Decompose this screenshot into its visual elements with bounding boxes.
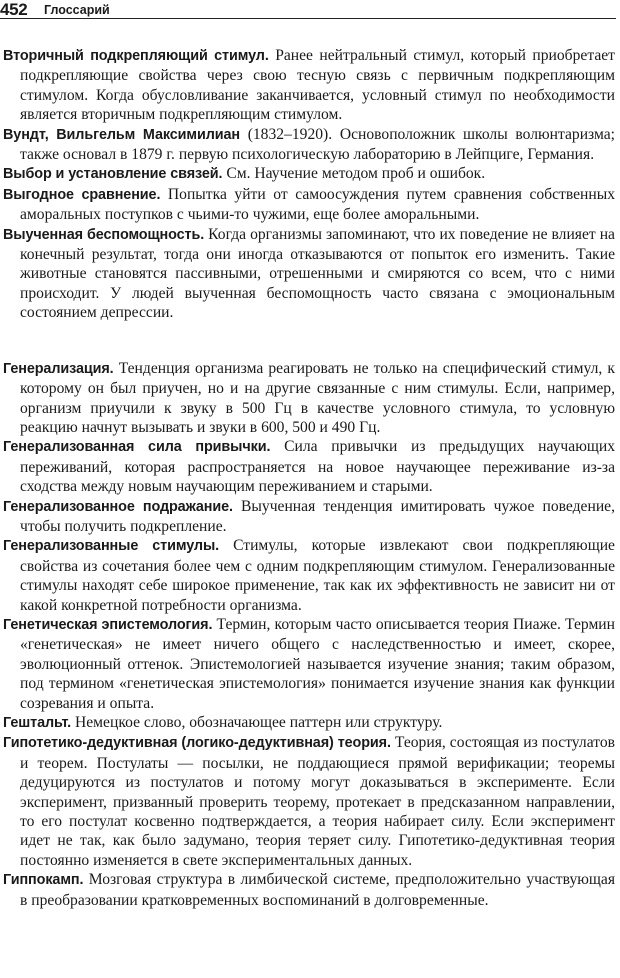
glossary-entry: [3, 536, 615, 615]
entry-definition: Стимулы, которые извлекают свои подкрепляющие свойства из сочетания более чем с одним подкрепляющим стимулом. Генерализованные стимулы находят себе широкое применение, так как их эффективность не зависит ни от какой конкретной потребности организма.: [20, 537, 615, 614]
entry-definition: Мозговая структура в лимбической системе, предположительно участвующая в преобразовании кратковременных воспоминаний в долговременные.: [20, 871, 615, 909]
glossary-entry: [3, 164, 615, 184]
entry-term: Генерализация.: [3, 360, 114, 377]
entry-definition: Немецкое слово, обозначающее паттерн или структуру.: [75, 714, 443, 731]
glossary-entry: [3, 225, 615, 323]
entry-term: Вундт, Вильгельм Максимилиан: [3, 126, 240, 143]
glossary-entry: [3, 185, 615, 225]
glossary-entry: [3, 437, 615, 496]
glossary-entry: [3, 497, 615, 537]
entry-term: Гипотетико-дедуктивная (логико-дедуктивная) теория.: [3, 735, 391, 752]
entry-definition: (1832–1920). Основоположник школы волюнтаризма; также основал в 1879 г. первую психологическую лабораторию в Лейпциге, Германия.: [20, 125, 615, 164]
glossary-entry: [3, 870, 615, 910]
entry-term: Генерализованные стимулы.: [3, 538, 220, 555]
glossary-entry: [3, 359, 615, 438]
entry-definition: Ранее нейтральный стимул, который приобретает подкрепляющие свойства через свою тесную связь с первичным подкрепляющим стимулом. Когда обусловливание заканчивается, условный стимул по необходимости является вторичным подкрепляющим стимулом.: [20, 47, 615, 124]
entry-definition: Когда организмы запоминают, что их поведение не влияет на конечный результат, тогда они иногда отказываются от попыток его изменить. Такие животные становятся пассивными, отрешенными и смиряются со всем, что с ними происходит. У людей выученная беспомощность часто связана с эмоциональным состоянием депрессии.: [20, 225, 615, 322]
glossary-entry: [3, 615, 615, 713]
glossary-entry: [3, 46, 615, 125]
entry-term: Выбор и установление связей.: [3, 166, 223, 183]
page-number: 452: [0, 0, 28, 19]
glossary-body: [3, 46, 615, 910]
glossary-entry: [3, 713, 615, 733]
entry-term: Выгодное сравнение.: [3, 186, 161, 203]
header-rule: [0, 18, 616, 19]
glossary-entry: [3, 733, 615, 870]
running-head: [0, 0, 616, 22]
entry-definition: См. Научение методом проб и ошибок.: [226, 165, 486, 183]
entry-term: Генетическая эпистемология.: [3, 616, 213, 633]
entry-definition: Сила привычки из предыдущих научающих переживаний, которая распространяется на новое научающее переживание из-за сходства между новым научающим переживанием и старыми.: [20, 438, 615, 496]
section-title: Глоссарий: [44, 3, 110, 17]
entry-definition: Тенденция организма реагировать не только на специфический стимул, к которому он был приучен, но и на другие связанные с ним стимулы. Если, например, организм приучили к звуку в 500 Гц в качестве условного стимула, то условную реакцию начнут вызывать и звуки в 600, 500 и 490 Гц.: [20, 359, 615, 436]
entry-definition: Термин, которым часто описывается теория Пиаже. Термин «генетическая» не имеет ничего общего с наследственностью и имеет, скорее, эволюционный оттенок. Эпистемологией называется изучение знания; таким образом, под термином «генетическая эпистемология» понимается изучение знания как функции созревания и опыта.: [20, 615, 615, 712]
entry-definition: Попытка уйти от самоосуждения путем сравнения собственных аморальных поступков с чьими-то чужими, еще более аморальными.: [20, 185, 615, 224]
entry-definition: Теория, состоящая из постулатов и теорем. Постулаты — посылки, не поддающиеся прямой верификации; теоремы дедуцируются из постулатов и потому могут доказываться в эксперименте. Если эксперимент, призванный проверить теорему, протекает в предсказанном направлении, то его постулат косвенно подтверждается, а теория набирает силу. Если эксперимент идет не так, как было задумано, теория теряет силу. Гипотетико-дедуктивная теория постоянно изменяется в свете экспериментальных данных.: [20, 734, 615, 869]
entry-term: Выученная беспомощность.: [3, 226, 205, 243]
glossary-entry: [3, 125, 615, 165]
entry-term: Гештальт.: [3, 715, 72, 731]
entry-term: Гиппокамп.: [3, 872, 84, 889]
entry-term: Вторичный подкрепляющий стимул.: [3, 48, 269, 64]
entry-term: Генерализованная сила привычки.: [3, 439, 271, 456]
entry-definition: Выученная тенденция имитировать чужое поведение, чтобы получить подкрепление.: [20, 497, 615, 535]
entry-term: Генерализованное подражание.: [3, 498, 233, 515]
